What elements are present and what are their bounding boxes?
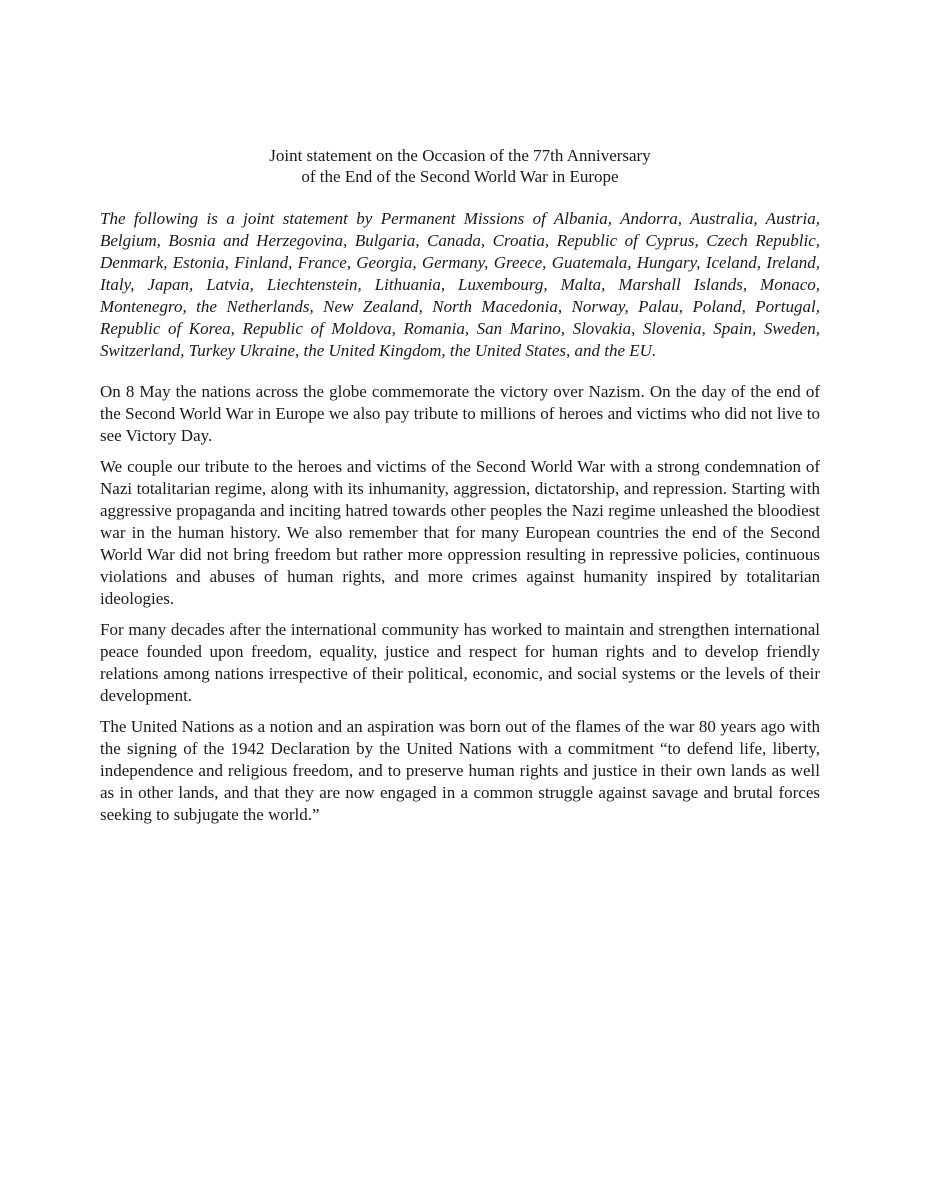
body-paragraph-international-community: For many decades after the international community has worked to maintain and strengthen international peace founded upon freedom, equality, justice and respect for human rights and to develop friendly relations among nations irrespective of their political, economic, and social systems or the levels of their development. [100, 620, 820, 705]
title-line-2: of the End of the Second World War in Europe [301, 167, 619, 186]
body-paragraph-condemnation: We couple our tribute to the heroes and victims of the Second World War with a strong condemnation of Nazi totalitarian regime, along with its inhumanity, aggression, dictatorship, and repression. Starting with aggressive propaganda and inciting hatred towards other peoples the Nazi regime unleashed the bloodiest war in the human history. We also remember that for many European countries the end of the Second World War did not bring freedom but rather more oppression resulting in repressive policies, continuous violations and abuses of human rights, and more crimes against humanity inspired by totalitarian ideologies. [100, 457, 820, 608]
page-title [100, 145, 820, 187]
title-line-1: Joint statement on the Occasion of the 77th Anniversary [269, 146, 651, 165]
body-paragraph-commemoration: On 8 May the nations across the globe commemorate the victory over Nazism. On the day of the end of the Second World War in Europe we also pay tribute to millions of heroes and victims who did not live to see Victory Day. [100, 382, 820, 445]
intro-statement-paragraph: The following is a joint statement by Permanent Missions of Albania, Andorra, Australia, Austria, Belgium, Bosnia and Herzegovina, Bulgaria, Canada, Croatia, Republic of Cyprus, Czech Republic, Denmark, Estonia, Finland, France, Georgia, Germany, Greece, Guatemala, Hungary, Iceland, Ireland, Italy, Japan, Latvia, Liechtenstein, Lithuania, Luxembourg, Malta, Marshall Islands, Monaco, Montenegro, the Netherlands, New Zealand, North Macedonia, Norway, Palau, Poland, Portugal, Republic of Korea, Republic of Moldova, Romania, San Marino, Slovakia, Slovenia, Spain, Sweden, Switzerland, Turkey Ukraine, the United Kingdom, the United States, and the EU. [100, 209, 820, 360]
body-paragraph-united-nations: The United Nations as a notion and an aspiration was born out of the flames of the war 80 years ago with the signing of the 1942 Declaration by the United Nations with a commitment “to defend life, liberty, independence and religious freedom, and to preserve human rights and justice in their own lands as well as in other lands, and that they are now engaged in a common struggle against savage and brutal forces seeking to subjugate the world.” [100, 717, 820, 824]
